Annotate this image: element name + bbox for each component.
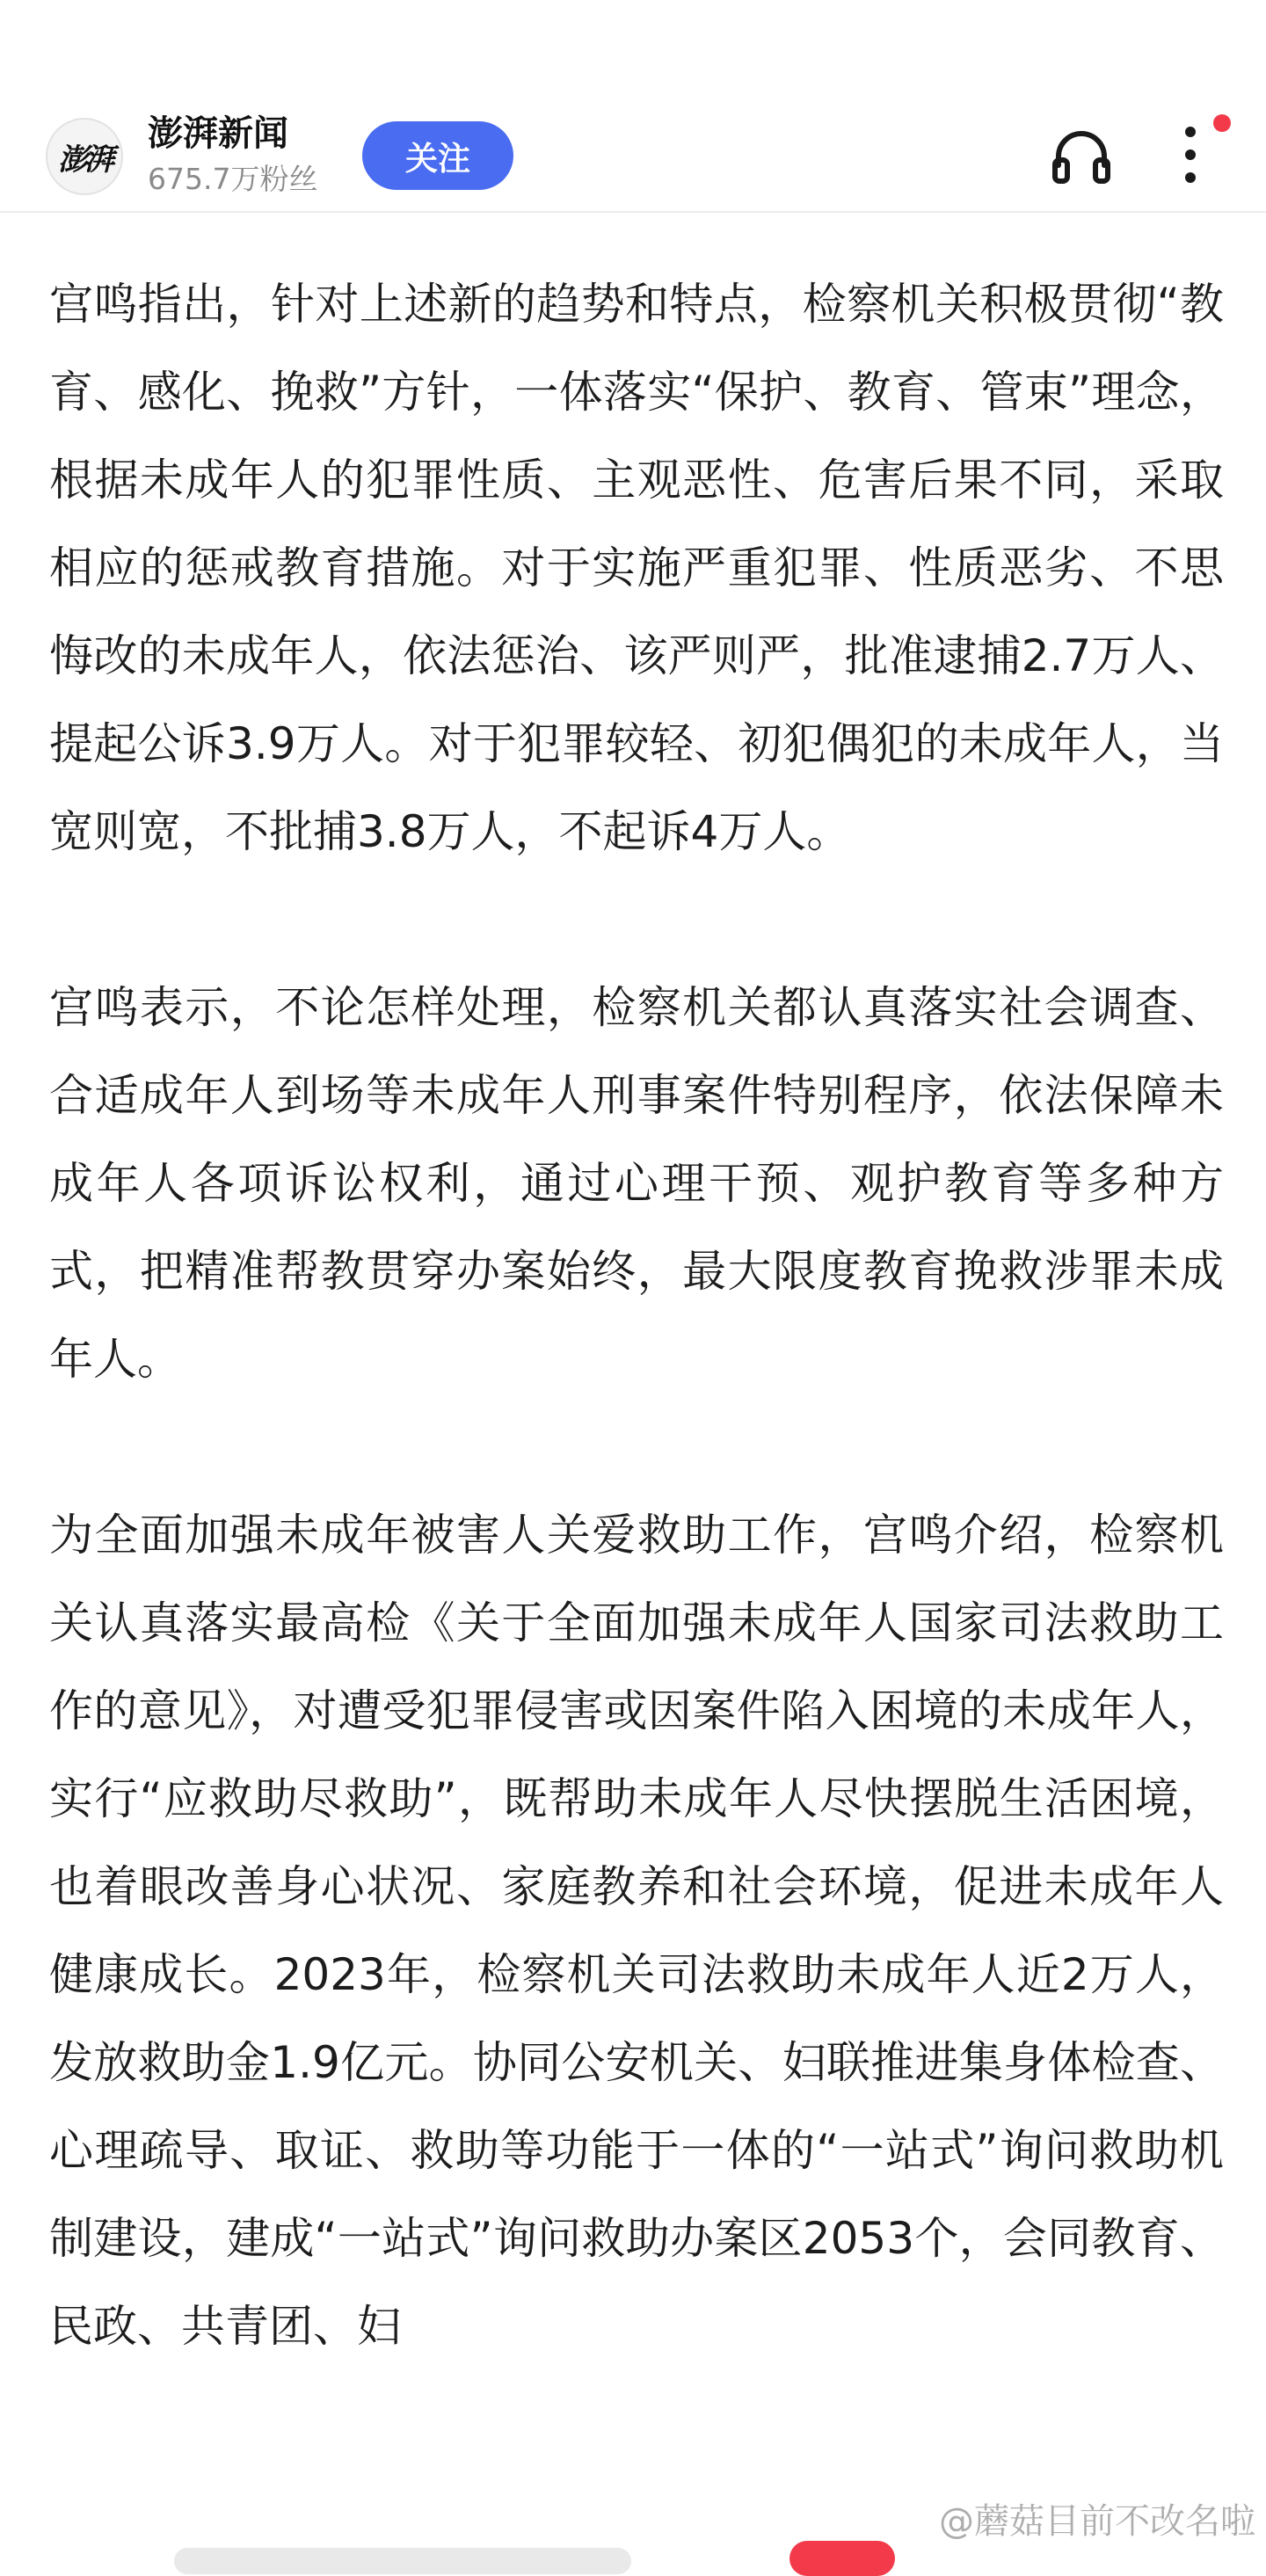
article-paragraph: 为全面加强未成年被害人关爱救助工作，宫鸣介绍，检察机关认真落实最高检《关于全面加强未成年人国家司法救助工作的意见》，对遭受犯罪侵害或因案件陷入困境的未成年人，实行“应救助尽救助”，既帮助未成年人尽快摆脱生活困境，也着眼改善身心状况、家庭教养和社会环境，促进未成年人健康成长。2023年，检察机关司法救助未成年人近2万人，发放救助金1.9亿元。协同公安机关、妇联推进集身体检查、心理疏导、取证、救助等功能于一体的“一站式”询问救助机制建设，建成“一站式”询问救助办案区2053个，会同教育、民政、共青团、妇	[49, 1510, 1224, 2352]
channel-name[interactable]: 澎湃新闻	[148, 113, 288, 154]
avatar-logo-text: 澎湃	[58, 142, 111, 178]
follow-button[interactable]: 关注	[362, 121, 513, 190]
comment-input-bar[interactable]	[174, 2548, 631, 2574]
channel-avatar[interactable]	[46, 118, 123, 195]
fans-count: 675.7万粉丝	[148, 162, 318, 196]
notification-dot	[1213, 114, 1231, 132]
headphone-icon[interactable]	[1051, 127, 1111, 185]
article-body	[49, 260, 1224, 2458]
watermark: @蘑菇目前不改名啦	[939, 2501, 1255, 2542]
more-vertical-icon[interactable]	[1173, 123, 1208, 186]
top-bar	[0, 0, 1266, 213]
red-action-button[interactable]	[789, 2541, 895, 2576]
article-paragraph: 宫鸣指出，针对上述新的趋势和特点，检察机关积极贯彻“教育、感化、挽救”方针，一体落实“保护、教育、管束”理念，根据未成年人的犯罪性质、主观恶性、危害后果不同，采取相应的惩戒教育措施。对于实施严重犯罪、性质恶劣、不思悔改的未成年人，依法惩治、该严则严，批准逮捕2.7万人、提起公诉3.9万人。对于犯罪较轻、初犯偶犯的未成年人，当宽则宽，不批捕3.8万人，不起诉4万人。	[49, 279, 1224, 857]
article-paragraph: 宫鸣表示，不论怎样处理，检察机关都认真落实社会调查、合适成年人到场等未成年人刑事案件特别程序，依法保障未成年人各项诉讼权利，通过心理干预、观护教育等多种方式，把精准帮教贯穿办案始终，最大限度教育挽救涉罪未成年人。	[49, 982, 1224, 1385]
